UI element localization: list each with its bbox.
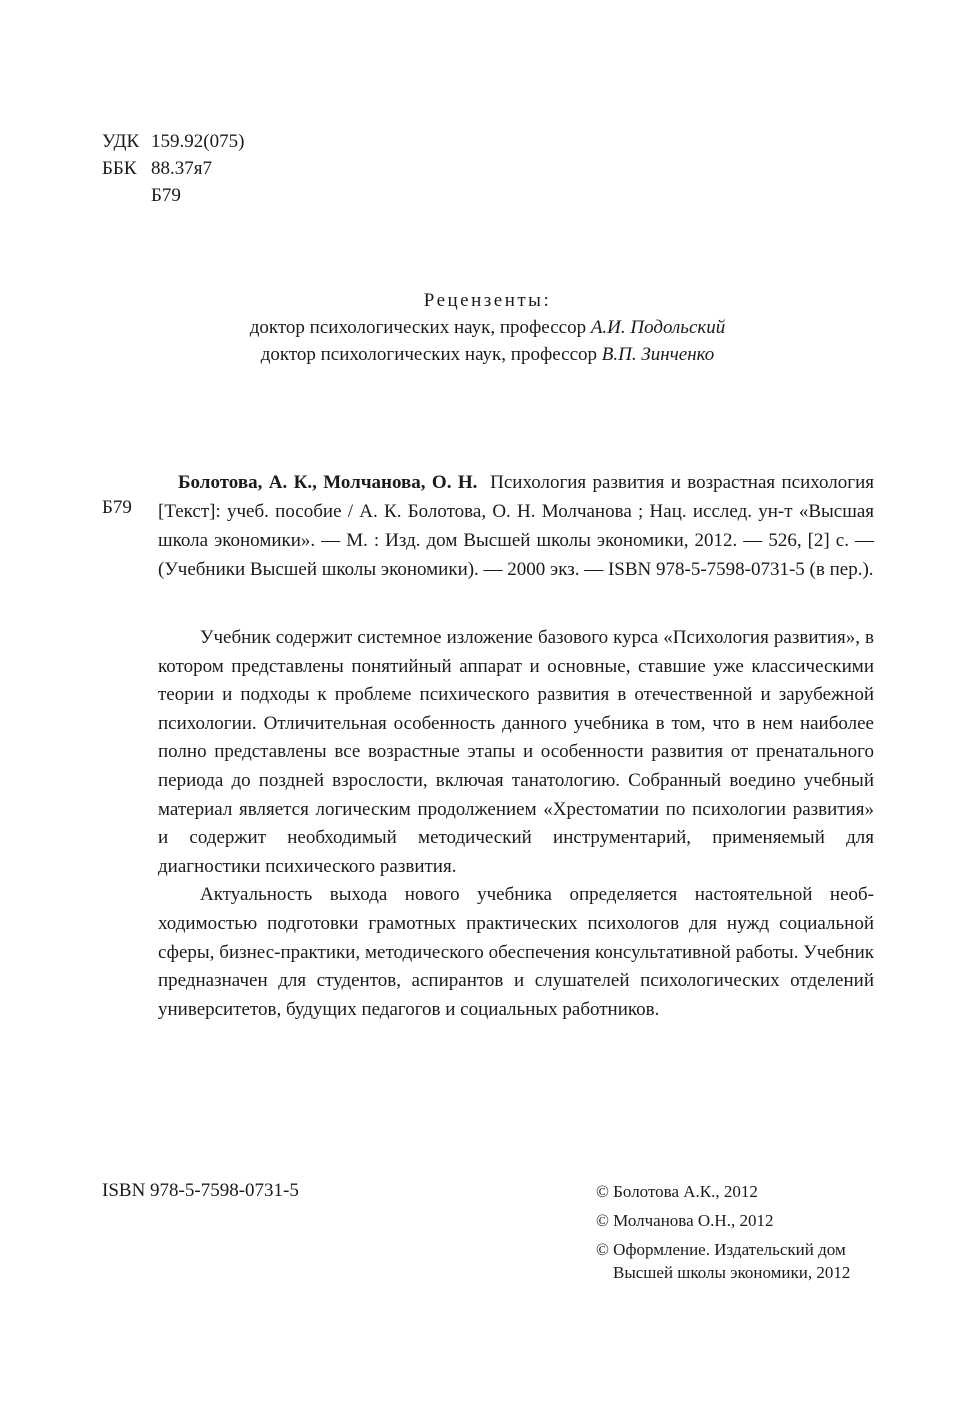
abstract bbox=[158, 624, 874, 1024]
abstract-paragraph: Учебник содержит системное изложение базового курса «Психология развития», в котором представлены понятийный аппарат и основные, ставшие уже классическими теории и подходы к проблеме психического развития в отечественной и зарубежной психологии. Отличительная особенность данного учебника в том, что в нем наиболее полно представлены все возрастные этапы и особенности развития от пренатального периода до поздней взрослости, включая танатологию. Собранный воедино учебный материал является логическим продолжением «Хрестоматии по психологии развития» и содержит необходимый методический инструментарий, применяемый для диагностики психического развития. bbox=[158, 627, 874, 877]
classification-codes bbox=[102, 128, 244, 209]
copyright-line: © Молчанова О.Н., 2012 bbox=[596, 1211, 774, 1230]
copyright-line: © Болотова А.К., 2012 bbox=[596, 1182, 758, 1201]
reviewer-line bbox=[130, 314, 845, 341]
reviewer-degree: доктор психологических наук, профессор bbox=[249, 317, 591, 338]
reviewer-line bbox=[130, 341, 845, 368]
copyright-line-part: © Оформление. Издательский дом bbox=[596, 1240, 846, 1259]
biblio-authors: Болотова, А. К., Молчанова, О. Н. bbox=[178, 472, 478, 493]
udk-value: 159.92(075) bbox=[151, 131, 245, 152]
copyright-block bbox=[596, 1180, 850, 1290]
reviewers-title: Рецензенты: bbox=[423, 290, 552, 311]
reviewer-name: А.И. Подольский bbox=[590, 317, 726, 338]
isbn: ISBN 978-5-7598-0731-5 bbox=[102, 1180, 299, 1201]
bibliographic-record bbox=[158, 468, 874, 584]
udk-row bbox=[102, 128, 244, 155]
reviewers-block bbox=[130, 287, 845, 368]
copyright-line bbox=[596, 1238, 850, 1284]
bbk-label: ББК bbox=[102, 158, 137, 179]
biblio-description: Психология развития и возрастная психология [Текст]: учеб. пособие / А. К. Болотова, О. Н. Молчанова ; Нац. исслед. ун-т «Высшая школа экономики». — М. : Изд. дом Высшей школы экономики, 2012. — 526, [2] с. — (Учебники Высшей школы экономики). — 2000 экз. — ISBN 978-5-7598-0731-5 (в пер.). bbox=[158, 472, 874, 580]
udk-label: УДК bbox=[102, 131, 140, 152]
bbk-value: 88.37я7 bbox=[151, 158, 212, 179]
author-sign: Б79 bbox=[151, 185, 181, 206]
copyright-line-part: Высшей школы экономики, 2012 bbox=[613, 1263, 851, 1282]
bbk-row bbox=[102, 155, 244, 182]
biblio-author-sign: Б79 bbox=[102, 497, 132, 518]
abstract-paragraph: Актуальность выхода нового учебника определяется настоятельной необходимостью подготовки грамотных практических психологов для нужд социальной сферы, бизнес-практики, методического обеспечения консультативной работы. Учебник предназначен для студентов, аспирантов и слушателей психологических отделений университетов, будущих педагогов и социальных работников. bbox=[158, 884, 874, 1020]
reviewer-name: В.П. Зинченко bbox=[601, 344, 715, 365]
reviewer-degree: доктор психологических наук, профессор bbox=[260, 344, 602, 365]
